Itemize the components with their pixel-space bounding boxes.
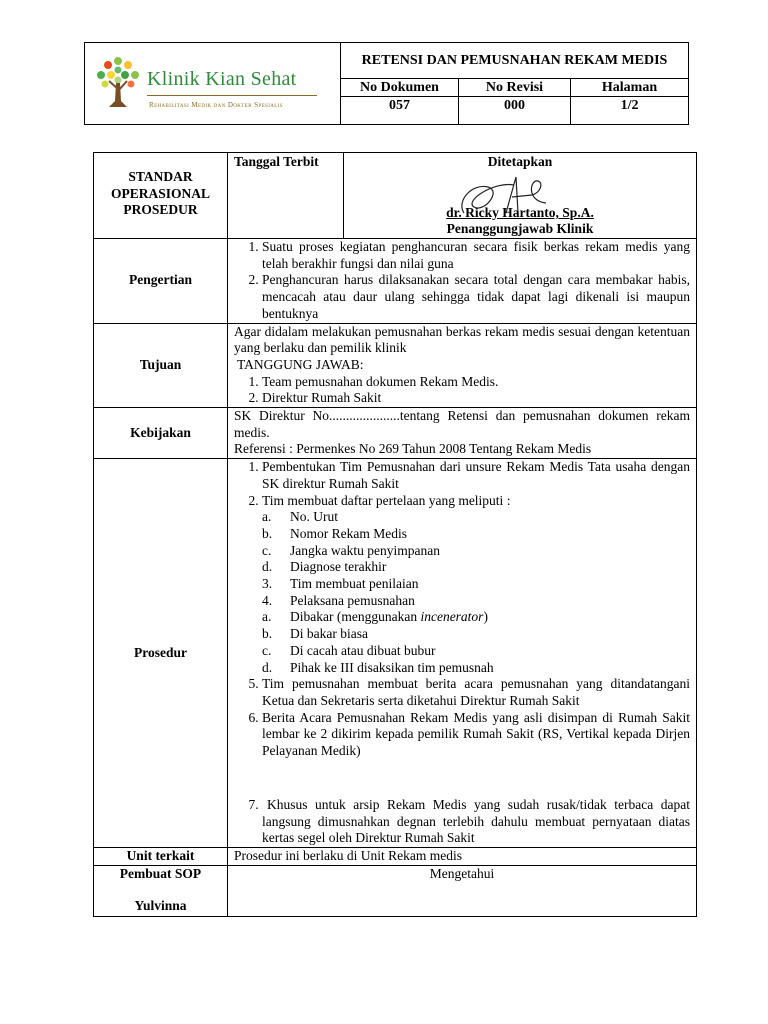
logo-divider	[147, 95, 317, 96]
tanggal-terbit-label: Tanggal Terbit	[234, 154, 319, 169]
tanggung-jawab-label: TANGGUNG JAWAB:	[237, 356, 364, 372]
clinic-name: Klinik Kian Sehat	[147, 68, 297, 90]
kebijakan-text: SK Direktur No.....................tentang Retensi dan pemusnahan dokumen rekam medis.	[234, 408, 690, 440]
sub-list-item: d. Pihak ke III disaksikan tim pemusnah	[262, 659, 494, 675]
list-item: 2. Direktur Rumah Sakit	[262, 390, 690, 407]
mengetahui-cell	[228, 865, 697, 916]
sub-list-item: a. No. Urut	[262, 509, 338, 525]
ditetapkan-label: Ditetapkan	[487, 154, 553, 169]
list-item: 6. Berita Acara Pemusnahan Rekam Medis yang asli disimpan di Rumah Sakit lembar ke 2 dikirim kepada pemilik Rumah Sakit (RS, Vertikal kepada Dirjen Pelayanan Medik)	[262, 710, 690, 760]
list-item-text: Tim membuat daftar pertelaan yang meliputi :	[262, 492, 511, 508]
mengetahui-label: Mengetahui	[429, 865, 495, 881]
sub-list-item: a. Dibakar (menggunakan incenerator)	[262, 609, 488, 625]
kebijakan-label: Kebijakan	[94, 408, 228, 459]
tanggal-terbit-cell	[228, 153, 344, 239]
list-item: 5. Tim pemusnahan membuat berita acara pemusnahan yang ditandatangani Ketua dan Sekretaris serta diketahui Direktur Rumah Sakit	[262, 676, 690, 709]
logo-cell	[85, 43, 341, 125]
document-header	[84, 42, 689, 125]
sub-list-item: b. Di bakar biasa	[262, 626, 368, 642]
tujuan-content	[228, 323, 697, 408]
sub-list-item: c. Jangka waktu penyimpanan	[262, 542, 440, 558]
list-item: 1. Team pemusnahan dokumen Rekam Medis.	[262, 374, 690, 391]
clinic-logo	[93, 53, 333, 115]
list-item: 1. Pembentukan Tim Pemusnahan dari unsure Rekam Medis Tata usaha dengan SK direktur Rumah Sakit	[262, 459, 690, 492]
clinic-tagline: Rehabilitasi Medik dan Dokter Spesialis	[149, 101, 283, 109]
kebijakan-content	[228, 408, 697, 459]
signer-role: Penanggungjawab Klinik	[446, 221, 594, 236]
pembuat-sop-cell	[94, 865, 228, 916]
ditetapkan-cell	[344, 153, 697, 239]
list-item: 2. Penghancuran harus dilaksanakan secara total dengan cara membakar habis, mencacah atau daur ulang sehingga tidak dapat lagi dikenali isi maupun bentuknya	[262, 272, 690, 322]
kebijakan-reference: Referensi : Permenkes No 269 Tahun 2008 Tentang Rekam Medis	[234, 441, 592, 457]
prosedur-label: Prosedur	[94, 459, 228, 848]
no-dokumen-label: No Dokumen	[341, 79, 459, 97]
unit-terkait-text: Prosedur ini berlaku di Unit Rekam medis	[228, 847, 697, 865]
document-title: RETENSI DAN PEMUSNAHAN REKAM MEDIS	[341, 43, 689, 79]
tujuan-label: Tujuan	[94, 323, 228, 408]
prosedur-list	[234, 459, 690, 847]
sub-list-item: d. Diagnose terakhir	[262, 559, 387, 575]
list-item: 1. Suatu proses kegiatan penghancuran secara fisik berkas rekam medis yang telah berakhir fungsi dan nilai guna	[262, 239, 690, 272]
no-dokumen-value: 057	[341, 97, 459, 125]
pengertian-list	[234, 239, 690, 323]
sop-table	[93, 152, 697, 917]
unit-terkait-label: Unit terkait	[94, 847, 228, 865]
list-item	[262, 493, 690, 677]
pembuat-sop-label: Pembuat SOP	[119, 865, 202, 881]
pengertian-label: Pengertian	[94, 239, 228, 324]
signer-name: dr. Ricky Hartanto, Sp.A.	[446, 205, 594, 220]
sub-list-item: 3. Tim membuat penilaian	[262, 576, 419, 592]
halaman-value: 1/2	[571, 97, 689, 125]
pengertian-content	[228, 239, 697, 324]
sop-standard-label: STANDAR OPERASIONAL PROSEDUR	[94, 153, 228, 239]
list-item: 7. Khusus untuk arsip Rekam Medis yang sudah rusak/tidak terbaca dapat langsung dimusnahkan degnan terlebih dahulu membuat pernyataan diatas kertas segel oleh Direktur Rumah Sakit	[262, 797, 690, 847]
sub-list-item: c. Di cacah atau dibuat bubur	[262, 642, 436, 658]
sub-list-item: b. Nomor Rekam Medis	[262, 525, 407, 541]
tujuan-text: Agar didalam melakukan pemusnahan berkas rekam medis sesuai dengan ketentuan yang berlaku dan pemilik klinik	[234, 323, 690, 356]
pembuat-sop-name: Yulvinna	[134, 898, 187, 914]
tanggung-jawab-list	[234, 374, 690, 407]
sub-list-item: 4. Pelaksana pemusnahan	[262, 592, 415, 608]
no-revisi-value: 000	[459, 97, 571, 125]
tree-logo-icon	[93, 53, 143, 111]
no-revisi-label: No Revisi	[459, 79, 571, 97]
prosedur-content	[228, 459, 697, 848]
pertelaan-sublist	[262, 509, 690, 676]
halaman-label: Halaman	[571, 79, 689, 97]
